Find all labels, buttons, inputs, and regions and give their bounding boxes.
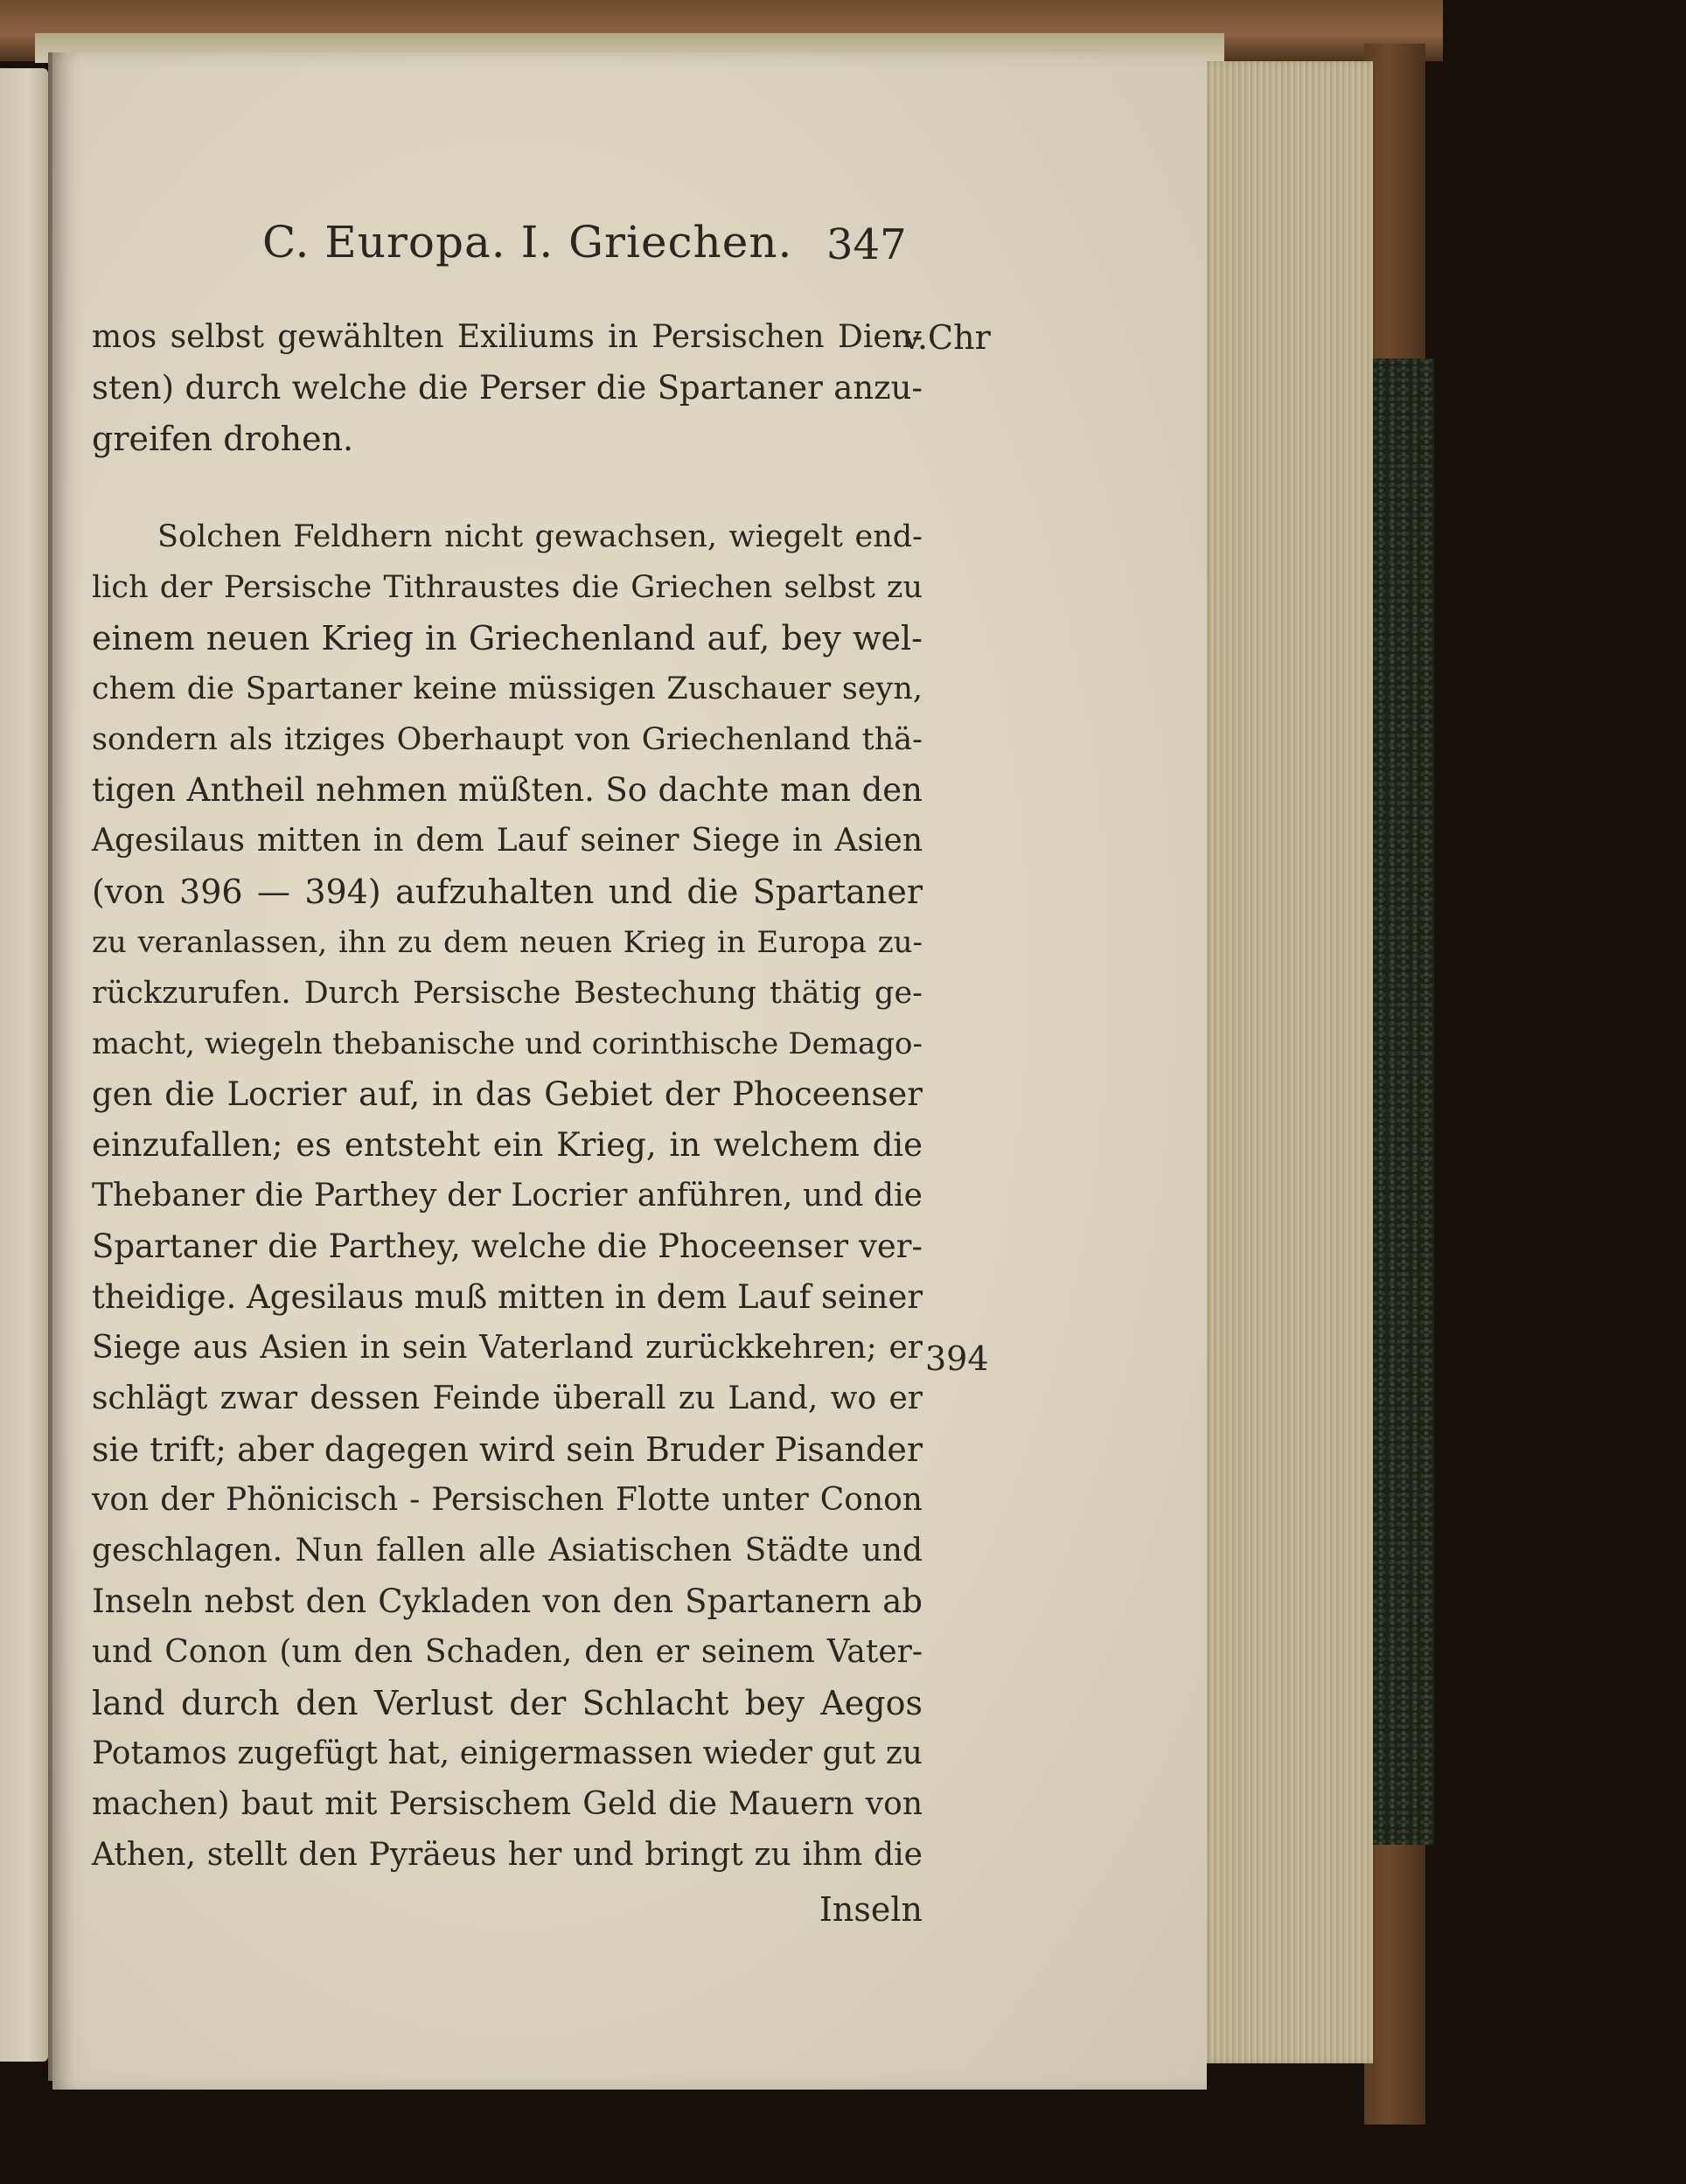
text-line: Athen, stellt den Pyräeus her und bringt zu ihm die [92, 1837, 923, 1873]
running-header: C. Europa. I. Griechen. [262, 217, 793, 268]
text-line: greifen drohen. [92, 420, 354, 458]
text-line: mos selbst gewählten Exiliums in Persischen Dien- [92, 319, 923, 355]
page-number: 347 [826, 220, 907, 269]
text-line: sten) durch welche die Perser die Spartaner anzu- [92, 369, 923, 407]
text-line: Spartaner die Parthey, welche die Phoceenser ver- [92, 1228, 923, 1265]
margin-note-era: v.Chr [902, 318, 991, 357]
text-line: sie trift; aber dagegen wird sein Bruder Pisander [92, 1430, 923, 1469]
text-line: sondern als itziges Oberhaupt von Griechenland thä- [92, 722, 923, 757]
text-line: Potamos zugefügt hat, einigermassen wieder gut zu [92, 1735, 923, 1771]
text-line: von der Phönicisch - Persischen Flotte unter Conon [92, 1482, 923, 1518]
text-line: zu veranlassen, ihn zu dem neuen Krieg in Europa zu- [92, 925, 923, 960]
text-line: land durch den Verlust der Schlacht bey Aegos [92, 1684, 923, 1722]
previous-page-edge [0, 68, 48, 2062]
text-line: rückzurufen. Durch Persische Bestechung thätig ge- [92, 976, 923, 1011]
marbled-cover-paper [1373, 358, 1434, 1845]
catchword: Inseln [819, 1890, 923, 1929]
text-line: Siege aus Asien in sein Vaterland zurückkehren; er [92, 1330, 923, 1366]
text-line: geschlagen. Nun fallen alle Asiatischen Städte und [92, 1533, 923, 1568]
text-line: macht, wiegeln thebanische und corinthische Demago- [92, 1026, 923, 1061]
margin-note-year: 394 [925, 1339, 989, 1378]
text-line: Inseln nebst den Cykladen von den Spartanern ab [92, 1582, 923, 1620]
text-line: schlägt zwar dessen Feinde überall zu Land, wo er [92, 1381, 923, 1416]
page-block-fore-edge [1198, 61, 1373, 2063]
text-line: einzufallen; es entsteht ein Krieg, in welchem die [92, 1126, 923, 1164]
text-line: theidige. Agesilaus muß mitten in dem Lauf seiner [92, 1278, 923, 1316]
text-line: lich der Persische Tithraustes die Griechen selbst zu [92, 570, 923, 605]
text-line: tigen Antheil nehmen müßten. So dachte man den [92, 771, 923, 809]
text-line: chem die Spartaner keine müssigen Zuschauer seyn, [92, 671, 923, 706]
paragraph-first-line: Solchen Feldhern nicht gewachsen, wiegelt end- [157, 519, 923, 554]
text-line: gen die Locrier auf, in das Gebiet der Phoceenser [92, 1075, 923, 1113]
text-line: und Conon (um den Schaden, den er seinem Vater- [92, 1634, 923, 1670]
text-line: Agesilaus mitten in dem Lauf seiner Siege in Asien [92, 823, 923, 859]
text-line: einem neuen Krieg in Griechenland auf, bey wel- [92, 619, 923, 657]
text-line: machen) baut mit Persischem Geld die Mauern von [92, 1786, 923, 1822]
text-line: Thebaner die Parthey der Locrier anführen, und die [92, 1178, 923, 1214]
text-line: (von 396 — 394) aufzuhalten und die Spartaner [92, 873, 923, 911]
